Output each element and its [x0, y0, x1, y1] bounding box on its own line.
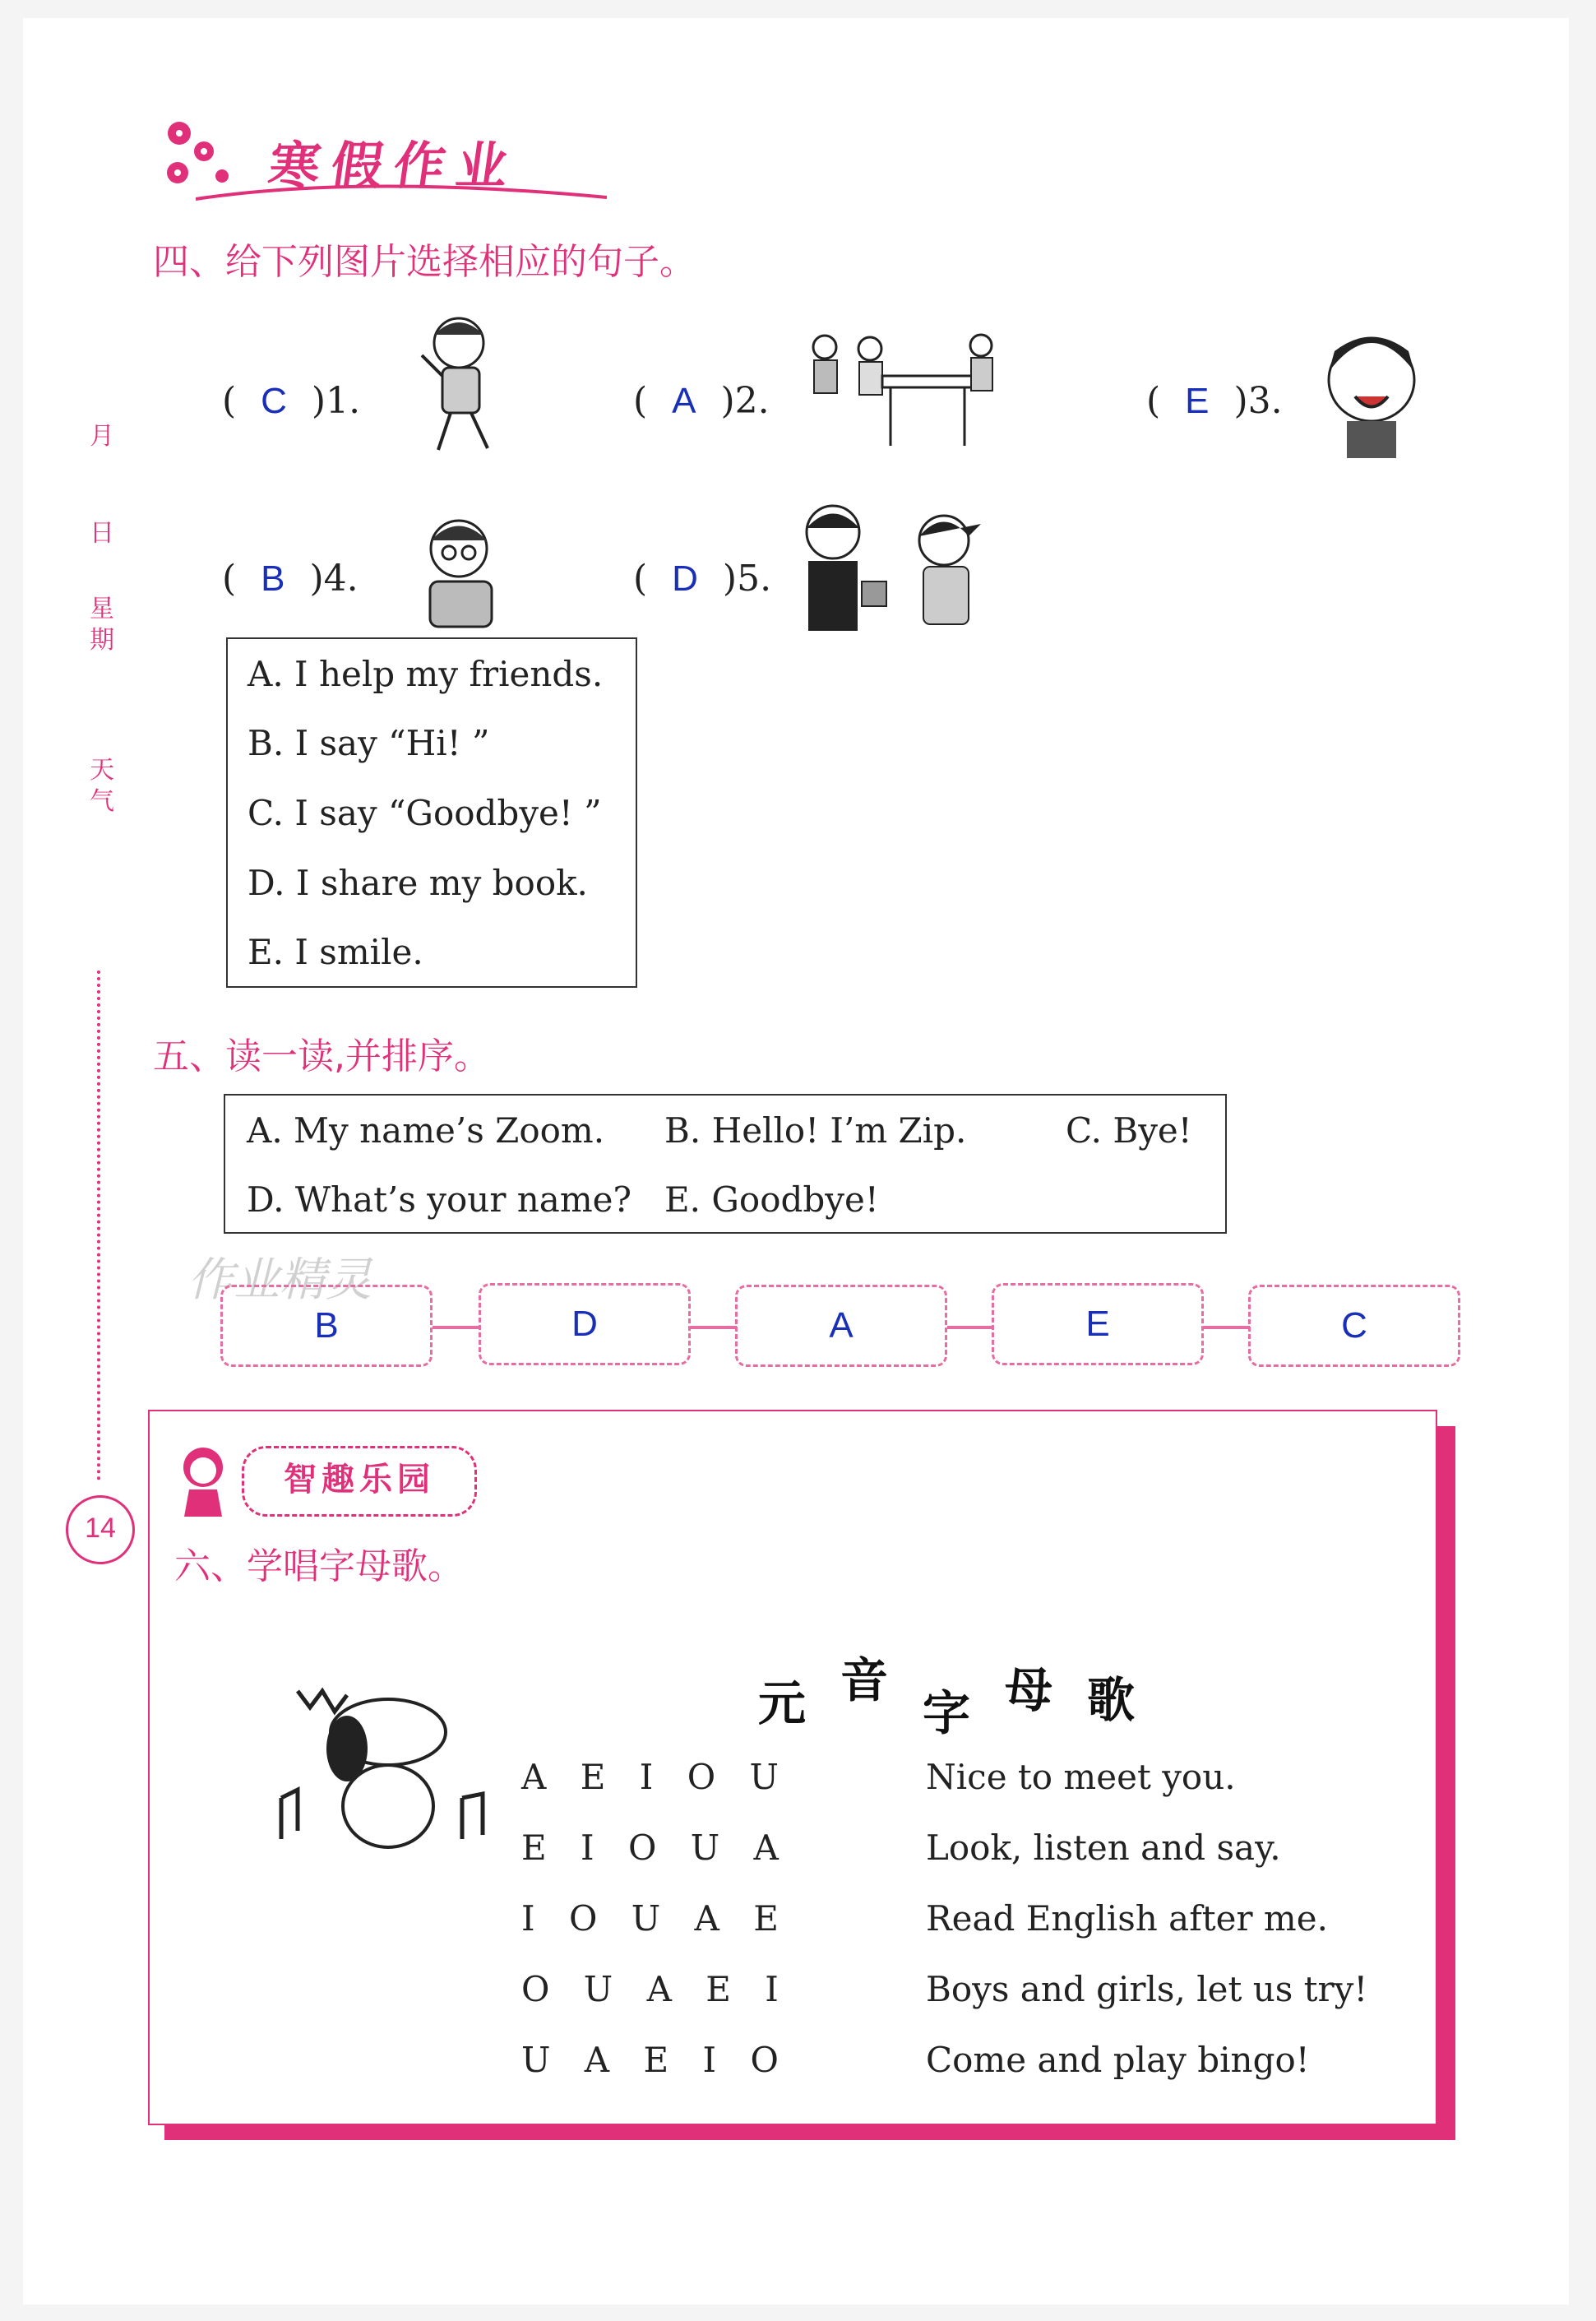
section5-options-box [224, 1094, 1227, 1234]
section5-title: 五、读一读,并排序。 [153, 1035, 490, 1077]
question-2: ( A )2. [633, 380, 770, 422]
day-label: 日 [90, 519, 114, 548]
option-d: D. I share my book. [247, 863, 588, 903]
lyric-line-4: Boys and girls, let us try! [926, 1969, 1368, 2009]
page-number: 14 [85, 1513, 116, 1544]
song-title-char-1: 元 [758, 1675, 807, 1731]
section6-title: 六、学唱字母歌。 [174, 1545, 464, 1587]
fun-panel [148, 1410, 1437, 2125]
option-b: B. I say “Hi! ” [247, 723, 490, 763]
month-label: 月 [90, 422, 114, 451]
boy-waving-image [409, 310, 516, 458]
page-number-badge [66, 1495, 135, 1564]
answer-4[interactable]: B [261, 558, 285, 599]
s5-option-d: D. What’s your name? [247, 1179, 632, 1220]
page [23, 18, 1569, 2305]
s5-option-c: C. Bye! [1066, 1110, 1192, 1151]
lyric-line-3: Read English after me. [926, 1898, 1328, 1939]
s5-option-e: E. Goodbye! [664, 1179, 879, 1220]
s5-option-b: B. Hello! I’m Zip. [664, 1110, 967, 1151]
lyric-line-2: Look, listen and say. [926, 1828, 1281, 1868]
girl-mascot-icon [174, 1444, 232, 1518]
kids-carrying-table-image [804, 331, 1002, 462]
letters-row-2: E I O U A [521, 1828, 779, 1868]
option-a: A. I help my friends. [247, 654, 604, 694]
question-3: ( E )3. [1146, 380, 1283, 422]
answer-3[interactable]: E [1185, 381, 1210, 421]
song-title-char-2: 音 [840, 1652, 889, 1708]
fun-banner-label: 智趣乐园 [284, 1461, 435, 1499]
letters-row-1: A E I O U [521, 1757, 779, 1797]
watermark: 作业精灵 [187, 1253, 372, 1307]
section4-options-box [226, 637, 637, 988]
option-c: C. I say “Goodbye! ” [247, 793, 602, 833]
letters-row-4: O U A E I [521, 1969, 779, 2009]
question-5: ( D )5. [633, 558, 772, 600]
fun-banner [242, 1446, 477, 1517]
song-title-char-4: 母 [1005, 1662, 1053, 1718]
order-box-3[interactable]: A [735, 1285, 947, 1367]
s5-option-a: A. My name’s Zoom. [247, 1110, 605, 1151]
order-box-4[interactable]: E [992, 1283, 1204, 1365]
weather-label: 天气 [90, 756, 114, 816]
order-box-5[interactable]: C [1248, 1285, 1460, 1367]
weekday-label: 星期 [90, 595, 114, 655]
boy-with-glasses-image [409, 507, 516, 631]
kids-sharing-book-image [796, 499, 993, 639]
order-connector [947, 1326, 993, 1329]
page-title: 寒假作业 [265, 136, 524, 196]
question-1: ( C )1. [222, 380, 361, 422]
girl-smiling-image [1314, 314, 1429, 462]
letters-row-3: I O U A E [521, 1898, 779, 1939]
order-connector [1204, 1326, 1250, 1329]
letters-row-5: U A E I O [521, 2040, 779, 2080]
song-title-char-5: 歌 [1087, 1672, 1136, 1728]
order-connector [433, 1326, 479, 1329]
section4-title: 四、给下列图片选择相应的句子。 [153, 241, 696, 283]
order-box-2[interactable]: D [479, 1283, 691, 1365]
song-title-char-3: 字 [923, 1685, 971, 1741]
option-e: E. I smile. [247, 932, 423, 972]
sidebar-vine [97, 971, 110, 1480]
answer-5[interactable]: D [672, 558, 698, 599]
question-4: ( B )4. [222, 558, 359, 600]
answer-1[interactable]: C [261, 381, 287, 421]
lyric-line-1: Nice to meet you. [926, 1757, 1236, 1797]
dancing-dog-image [265, 1675, 511, 1864]
lyric-line-5: Come and play bingo! [926, 2040, 1310, 2080]
order-box-1[interactable]: B [220, 1285, 433, 1367]
header [146, 109, 607, 215]
order-connector [691, 1326, 737, 1329]
answer-2[interactable]: A [672, 381, 696, 421]
